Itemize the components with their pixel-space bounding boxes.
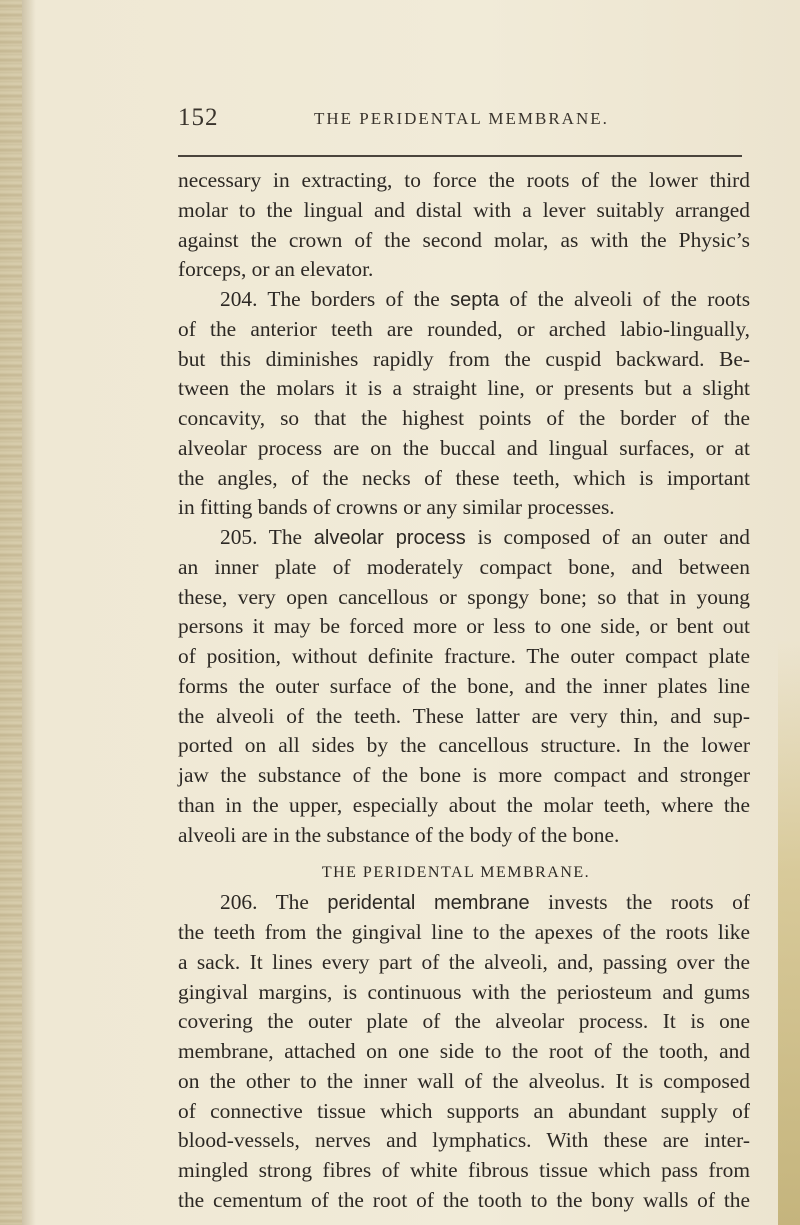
text-line: covering the outer plate of the alveolar process. It is one <box>178 1009 750 1034</box>
paragraph-206-start: 206. The peridental membrane invests the roots of <box>220 890 750 915</box>
page-header <box>178 104 738 138</box>
text-line: on the other to the inner wall of the alveolus. It is composed <box>178 1068 750 1093</box>
paragraph-205-start: 205. The alveolar process is composed of an outer and <box>220 525 750 549</box>
paragraph-number: 204. <box>220 287 258 311</box>
text-line: forms the outer surface of the bone, and the inner plates line <box>178 673 750 698</box>
text-line: alveolar process are on the buccal and lingual surfaces, or at <box>178 435 750 460</box>
text-line: necessary in extracting, to force the roots of the lower third <box>178 168 750 192</box>
paragraph-number: 205. <box>220 525 258 549</box>
text-line: forceps, or an elevator. <box>178 257 374 282</box>
text-line: jaw the substance of the bone is more compact and stronger <box>178 763 750 787</box>
paragraph-number: 206. <box>220 890 258 915</box>
body-text <box>178 166 750 1216</box>
text-line: an inner plate of moderately compact bone, and between <box>178 554 750 579</box>
page-number: 152 <box>178 104 219 131</box>
text-line: mingled strong fibres of white fibrous tissue which pass from <box>178 1158 750 1182</box>
text-line: the teeth from the gingival line to the apexes of the roots like <box>178 920 750 944</box>
header-rule <box>178 155 742 157</box>
text-line: but this diminishes rapidly from the cuspid backward. Be- <box>178 346 750 371</box>
text-line: ported on all sides by the cancellous structure. In the lower <box>178 733 750 758</box>
running-head: THE PERIDENTAL MEMBRANE. <box>314 109 609 128</box>
gutter-shadow <box>22 0 36 1225</box>
page-edge-stain <box>778 640 800 1225</box>
text-line: the cementum of the root of the tooth to the bony walls of the <box>178 1187 750 1212</box>
text-line: of position, without definite fracture. The outer compact plate <box>178 644 750 668</box>
text-line: these, very open cancellous or spongy bone; so that in young <box>178 584 750 609</box>
text-line: blood-vessels, nerves and lymphatics. With these are inter- <box>178 1128 750 1153</box>
text-line: persons it may be forced more or less to one side, or bent out <box>178 614 750 639</box>
text-line: than in the upper, especially about the molar teeth, where the <box>178 792 750 817</box>
section-heading: THE PERIDENTAL MEMBRANE. <box>321 864 591 882</box>
text-line: molar to the lingual and distal with a lever suitably arranged <box>178 197 750 222</box>
text-line: against the crown of the second molar, as with the Physic’s <box>178 227 750 252</box>
text-line: alveoli are in the substance of the body of the bone. <box>178 822 620 847</box>
text-line: the alveoli of the teeth. These latter are very thin, and sup- <box>178 703 750 728</box>
key-term: septa <box>450 289 500 311</box>
text-line: gingival margins, is continuous with the periosteum and gums <box>178 979 750 1004</box>
text-line: of connective tissue which supports an abundant supply of <box>178 1098 750 1123</box>
key-term: peridental membrane <box>327 892 530 915</box>
text-line: membrane, attached on one side to the root of the tooth, and <box>178 1039 750 1063</box>
text-line: of the anterior teeth are rounded, or arched labio-lingually, <box>178 316 750 341</box>
text-line: a sack. It lines every part of the alveoli, and, passing over the <box>178 949 750 974</box>
text-line: concavity, so that the highest points of the border of the <box>178 406 750 430</box>
key-term: alveolar process <box>313 527 466 549</box>
text-line: in fitting bands of crowns or any similar processes. <box>178 495 615 520</box>
text-line: the angles, of the necks of these teeth, which is important <box>178 465 750 490</box>
text-line: tween the molars it is a straight line, or presents but a slight <box>178 376 750 401</box>
paragraph-204-start: 204. The borders of the septa of the alveoli of the roots <box>220 287 751 311</box>
page-spine-edge <box>0 0 22 1225</box>
